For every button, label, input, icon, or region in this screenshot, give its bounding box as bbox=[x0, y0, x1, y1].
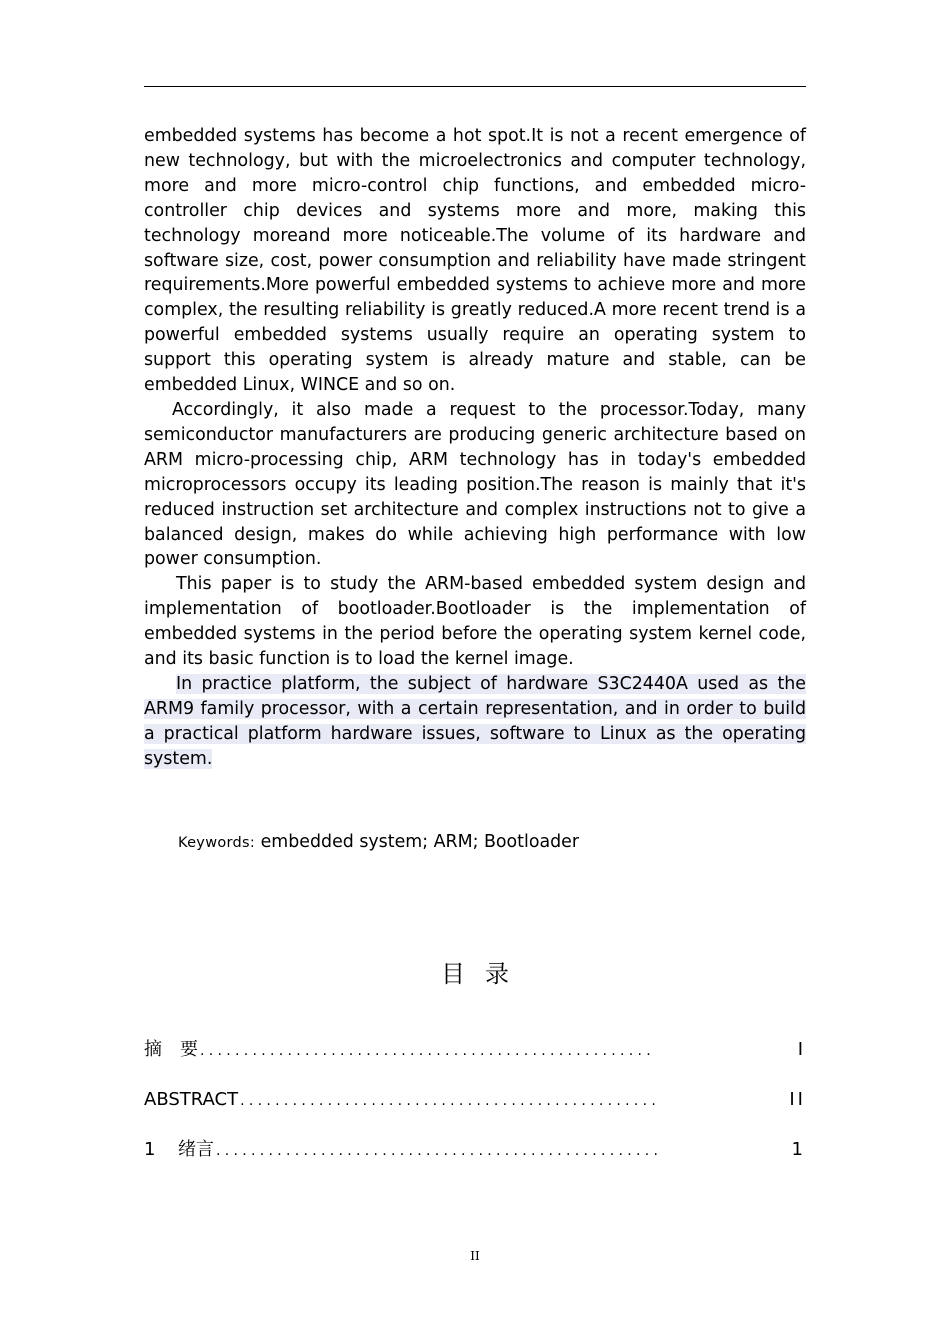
toc-entry-leader: ................................................ bbox=[240, 1093, 661, 1109]
keywords-label: Keywords: bbox=[178, 835, 256, 851]
toc-entry-leader: ................................................... bbox=[216, 1143, 663, 1159]
abstract-paragraph-4[interactable] bbox=[144, 672, 806, 772]
toc-entry-leader: .................................................... bbox=[200, 1043, 656, 1059]
abstract-paragraph-2: Accordingly, it also made a request to the processor.Today, many semiconductor manufacturers are producing generic architecture based on ARM micro-processing chip, ARM technology has in today's embedded microprocessors occupy its leading position.The reason is mainly that it's reduced instruction set architecture and complex instructions not to give a balanced design, makes do while achieving high performance with low power consumption. bbox=[144, 399, 806, 570]
toc-entry-label: 摘 要 bbox=[144, 1039, 198, 1060]
toc-entry-number: 1 bbox=[144, 1139, 156, 1160]
toc-title: 目录 bbox=[441, 960, 529, 988]
toc-entry-label: ABSTRACT bbox=[144, 1089, 239, 1110]
abstract-paragraph-1: embedded systems has become a hot spot.It is not a recent emergence of new technology, but with the microelectronics and computer technology, more and more micro-control chip functions, and embedded micro-controller chip devices and systems more and more, making this technology moreand more noticeable.The volume of its hardware and software size, cost, power consumption and reliability have made stringent requirements.More powerful embedded systems to achieve more and more complex, the resulting reliability is greatly reduced.A more recent trend is a powerful embedded systems usually require an operating system to support this operating system is already mature and stable, can be embedded Linux, WINCE and so on. bbox=[144, 126, 806, 396]
table-of-contents bbox=[144, 1036, 806, 1186]
toc-entry-introduction[interactable] bbox=[144, 1136, 806, 1186]
toc-entry-abstract-cn[interactable] bbox=[144, 1036, 806, 1086]
keywords-values: embedded system; ARM; Bootloader bbox=[260, 832, 580, 852]
toc-entry-label bbox=[144, 1136, 214, 1164]
abstract-body bbox=[144, 124, 806, 772]
toc-entry-abstract-en[interactable] bbox=[144, 1086, 806, 1136]
toc-entry-page: II bbox=[789, 1089, 806, 1110]
page-number: II bbox=[470, 1249, 480, 1263]
abstract-paragraph-3: This paper is to study the ARM-based embedded system design and implementation of bootloader.Bootloader is the implementation of embedded systems in the period before the operating system kernel code, and its basic function is to load the kernel image. bbox=[144, 574, 806, 670]
header-rule bbox=[144, 86, 806, 87]
toc-entry-title: 绪言 bbox=[178, 1139, 214, 1160]
toc-entry-page: I bbox=[797, 1039, 806, 1060]
keywords-line bbox=[178, 829, 579, 856]
selected-text[interactable]: In practice platform, the subject of hardware S3C2440A used as the ARM9 family processor, with a certain representation, and in order to build a practical platform hardware issues, software to Linux as the operating system. bbox=[144, 673, 806, 769]
toc-entry-page: 1 bbox=[791, 1139, 806, 1160]
